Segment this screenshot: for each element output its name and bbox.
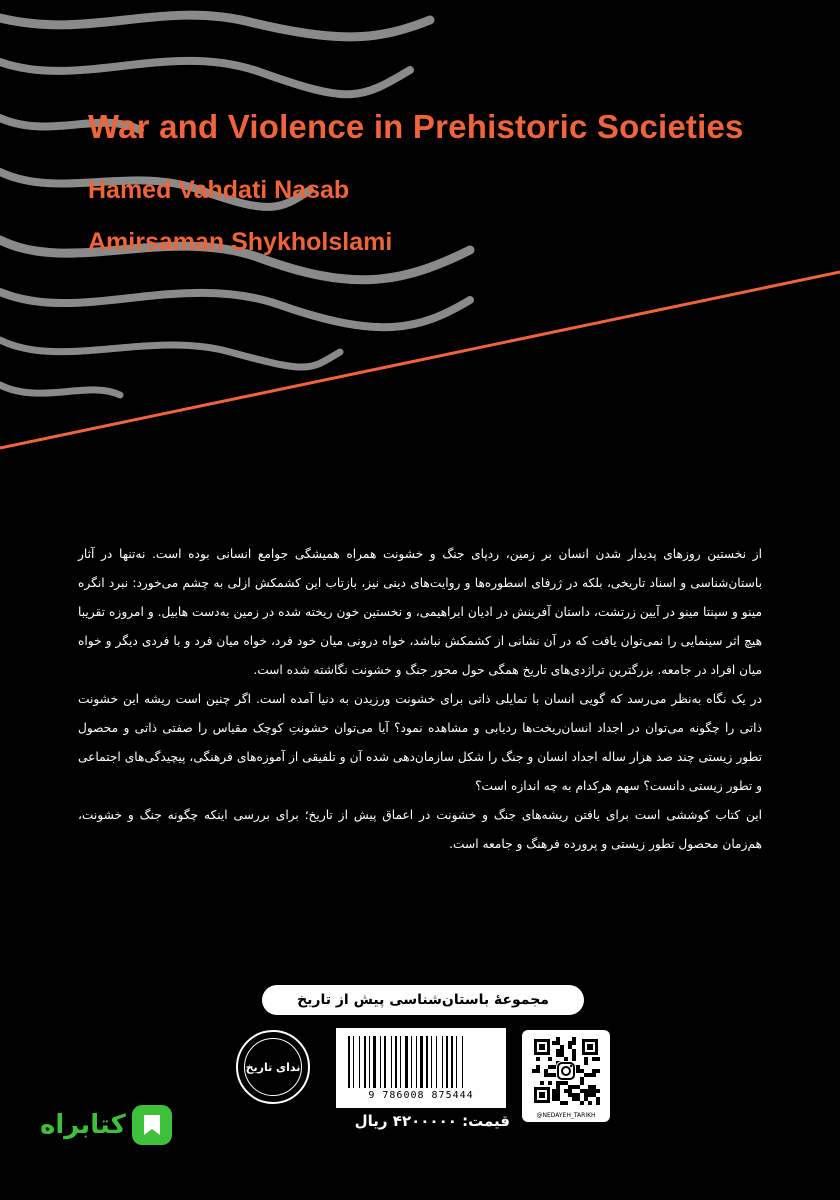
barcode-bar <box>371 1036 372 1088</box>
qr-module <box>556 1049 560 1053</box>
barcode-bar <box>444 1036 445 1088</box>
author-1: Hamed Vahdati Nasab <box>88 176 350 204</box>
barcode-bar <box>395 1036 397 1088</box>
publisher-logo <box>236 1030 310 1104</box>
qr-module <box>580 1077 584 1081</box>
qr-module <box>564 1101 568 1105</box>
barcode-bar <box>446 1036 448 1088</box>
barcode-number: 9 786008 875444 <box>368 1090 474 1101</box>
qr-module <box>560 1101 564 1105</box>
qr-module <box>552 1093 556 1097</box>
barcode-bar <box>464 1036 466 1088</box>
qr-module <box>596 1097 600 1101</box>
qr-module <box>580 1081 584 1085</box>
qr-module <box>532 1069 536 1073</box>
qr-module <box>584 1061 588 1065</box>
qr-module <box>556 1085 560 1089</box>
bookmark-icon <box>130 1103 174 1147</box>
barcode-bar <box>433 1036 435 1088</box>
barcode-bar <box>420 1036 423 1088</box>
qr-module <box>584 1089 588 1093</box>
qr-module <box>536 1057 540 1061</box>
qr-module <box>592 1073 596 1077</box>
qr-module <box>572 1057 576 1061</box>
barcode-bar <box>351 1036 352 1088</box>
qr-module <box>564 1089 568 1093</box>
barcode-bar <box>380 1036 381 1088</box>
barcode-bar <box>462 1036 463 1088</box>
qr-module <box>540 1081 544 1085</box>
qr-module <box>584 1097 588 1101</box>
barcode-bar <box>369 1036 370 1088</box>
barcode-bar <box>382 1036 383 1088</box>
series-label: مجموعهٔ باستان‌شناسی پیش از تاریخ <box>262 985 584 1015</box>
qr-module <box>580 1069 584 1073</box>
qr-module <box>584 1057 588 1061</box>
qr-module <box>596 1101 600 1105</box>
author-2: Amirsaman Shykholslami <box>88 228 393 256</box>
qr-module <box>552 1041 556 1045</box>
qr-module <box>576 1069 580 1073</box>
barcode-bar <box>411 1036 412 1088</box>
qr-module <box>592 1085 596 1089</box>
barcode-bar <box>418 1036 419 1088</box>
barcode-bar <box>402 1036 404 1088</box>
qr-module <box>588 1073 592 1077</box>
price: قیمت: ۴۲۰۰۰۰۰ ریال <box>354 1112 510 1130</box>
qr-code-box[interactable] <box>522 1030 610 1122</box>
isbn-barcode <box>336 1028 506 1108</box>
qr-code <box>532 1037 600 1105</box>
barcode-bar <box>429 1036 430 1088</box>
qr-module <box>572 1097 576 1101</box>
barcode-bar <box>367 1036 368 1088</box>
barcode-bar <box>348 1036 350 1088</box>
barcode-bar <box>355 1036 358 1088</box>
qr-module <box>544 1073 548 1077</box>
qr-module <box>560 1081 564 1085</box>
qr-module <box>580 1101 584 1105</box>
barcode-bar <box>456 1036 457 1088</box>
qr-module <box>568 1041 572 1045</box>
qr-module <box>588 1093 592 1097</box>
qr-module <box>548 1065 552 1069</box>
barcode-bar <box>449 1036 450 1088</box>
title-block <box>88 108 744 256</box>
qr-module <box>596 1069 600 1073</box>
blurb-paragraph-3: این کتاب کوششی است برای یافتن ریشه‌های جنگ و خشونت در اعماق پیش از تاریخ؛ برای بررسی اینکه چگونه جنگ و خشونت، هم‌زمان محصول تطور زیستی و پرورده فرهنگ و جامعه است. <box>78 808 762 851</box>
qr-module <box>588 1101 592 1105</box>
qr-module <box>536 1065 540 1069</box>
barcode-bar <box>442 1036 443 1088</box>
publisher-logo-text: ندای تاریخ <box>244 1038 302 1096</box>
qr-module <box>576 1065 580 1069</box>
qr-module <box>564 1057 568 1061</box>
qr-module <box>556 1093 560 1097</box>
brand-logo <box>40 1100 174 1150</box>
barcode-bar <box>391 1036 392 1088</box>
barcode-bar <box>436 1036 437 1088</box>
qr-module <box>568 1093 572 1097</box>
qr-module <box>552 1089 556 1093</box>
qr-module <box>584 1093 588 1097</box>
instagram-handle: @NEDAYEH_TARIKH <box>536 1112 596 1119</box>
qr-module <box>568 1089 572 1093</box>
barcode-bar <box>413 1036 415 1088</box>
barcode-bar <box>458 1036 461 1088</box>
qr-module <box>592 1057 596 1061</box>
qr-module <box>576 1093 580 1097</box>
barcode-bar <box>424 1036 425 1088</box>
barcode-bar <box>405 1036 408 1088</box>
qr-module <box>556 1089 560 1093</box>
qr-module <box>552 1065 556 1069</box>
qr-module <box>584 1073 588 1077</box>
barcode-bar <box>431 1036 432 1088</box>
qr-module <box>568 1045 572 1049</box>
qr-module <box>572 1085 576 1089</box>
qr-module <box>580 1089 584 1093</box>
barcode-bar <box>438 1036 441 1088</box>
blurb <box>78 540 762 859</box>
qr-module <box>544 1069 548 1073</box>
barcode-bar <box>398 1036 399 1088</box>
qr-module <box>560 1053 564 1057</box>
qr-module <box>572 1093 576 1097</box>
qr-module <box>548 1057 552 1061</box>
qr-module <box>576 1085 580 1089</box>
barcode-bar <box>361 1036 363 1088</box>
qr-module <box>564 1081 568 1085</box>
barcode-bar <box>393 1036 394 1088</box>
book-title: War and Violence in Prehistoric Societies <box>88 108 744 145</box>
qr-module <box>596 1057 600 1061</box>
qr-module <box>568 1085 572 1089</box>
barcode-bars <box>348 1036 494 1088</box>
qr-module <box>588 1089 592 1093</box>
barcode-bar <box>373 1036 376 1088</box>
qr-module <box>556 1097 560 1101</box>
qr-module <box>548 1081 552 1085</box>
qr-module <box>592 1069 596 1073</box>
barcode-bar <box>384 1036 386 1088</box>
qr-module <box>556 1081 560 1085</box>
qr-module <box>572 1037 576 1041</box>
qr-module <box>572 1053 576 1057</box>
qr-module <box>592 1089 596 1093</box>
qr-module <box>588 1085 592 1089</box>
blurb-paragraph-1: از نخستین روزهای پدیدار شدن انسان بر زمین، ردپای جنگ و خشونت همراه همیشگی جوامع انسانی بوده است. نه‌تنها در آثار باستان‌شناسی و اسناد تاریخی، بلکه در ژرفای اسطوره‌ها و روایت‌های دینی نیز، بازتاب این کشمکش ازلی به چشم می‌خورد: نبرد انگره مینو و سپنتا مینو در آیین زرتشت، داستان آفرینش در ادیان ابراهیمی، و نخستین خون ریخته شده در زمین به‌دست هابیل. و امروزه تقریبا هیچ اثر سینمایی را نمی‌توان یافت که در آن نشانی از کشمکش نباشد، خواه درونی میان خود فرد، خواه میان فرد و با فردی دیگر و خواه میان افراد در جامعه. بزرگترین تراژدی‌های تاریخ همگی حول محور جنگ و خشونت نگاشته شده است. <box>78 547 762 677</box>
barcode-bar <box>416 1036 417 1088</box>
qr-module <box>552 1097 556 1101</box>
barcode-bar <box>409 1036 410 1088</box>
qr-module <box>596 1089 600 1093</box>
barcode-bar <box>426 1036 428 1088</box>
barcode-bar <box>387 1036 390 1088</box>
qr-module <box>560 1045 564 1049</box>
qr-module <box>548 1073 552 1077</box>
barcode-bar <box>400 1036 401 1088</box>
qr-module <box>576 1097 580 1101</box>
blurb-paragraph-2: در یک نگاه به‌نظر می‌رسد که گویی انسان با تمایلی ذاتی برای خشونت ورزیدن به دنیا آمده است. اگر چنین است ریشه این خشونت ذاتی را چگونه می‌توان در اجداد انسان‌ریخت‌ها ردیابی و مشاهده نمود؟ آیا می‌توان خشونتِ کوچک مقیاس را صفتی ذاتی و محصول تطور زیستی چند صد هزار ساله اجداد انسان و جنگ را شکل سازمان‌دهی شده آن و تلفیقی از آموزه‌های فرهنگی، پیچیدگی‌های اجتماعی و تطور زیستی دانست؟ سهم هرکدام به چه اندازه است؟ <box>78 692 762 793</box>
qr-module <box>552 1073 556 1077</box>
barcode-bar <box>359 1036 360 1088</box>
qr-module <box>560 1049 564 1053</box>
brand-name: کتابراه <box>40 1110 126 1140</box>
qr-module <box>536 1069 540 1073</box>
barcode-bar <box>377 1036 379 1088</box>
qr-module <box>572 1049 576 1053</box>
barcode-bar <box>454 1036 455 1088</box>
qr-module <box>556 1041 560 1045</box>
barcode-bar <box>364 1036 366 1088</box>
barcode-bar <box>451 1036 453 1088</box>
qr-module <box>556 1053 560 1057</box>
qr-module <box>556 1037 560 1041</box>
qr-module <box>572 1041 576 1045</box>
barcode-bar <box>353 1036 354 1088</box>
qr-module <box>592 1093 596 1097</box>
